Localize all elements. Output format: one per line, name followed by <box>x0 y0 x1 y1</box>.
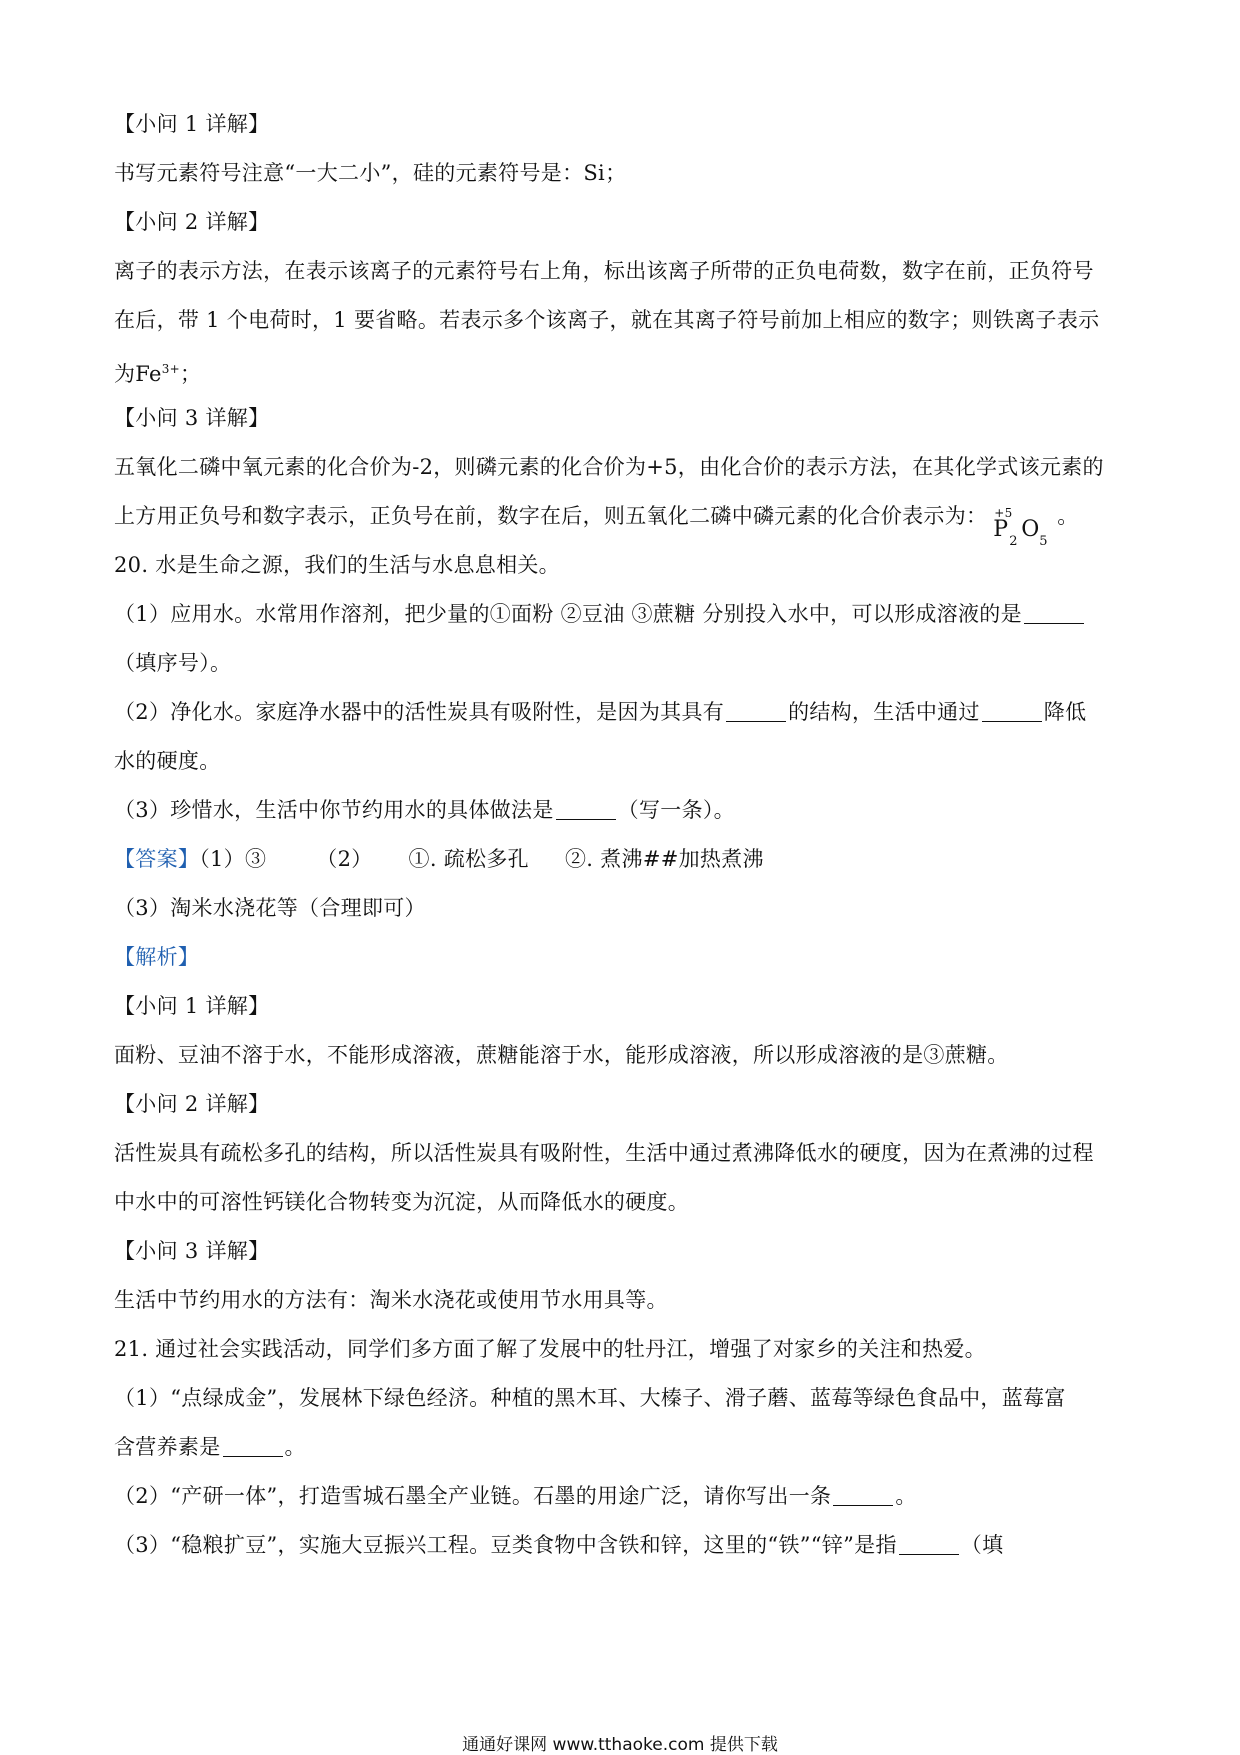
answer-blank <box>726 720 786 722</box>
q21-p2-text-b: 。 <box>895 1484 917 1508</box>
question-20-part-2-cont: 水的硬度。 <box>114 749 221 773</box>
question-21-title: 21. 通过社会实践活动，同学们多方面了解了发展中的牡丹江，增强了对家乡的关注和热爱。 <box>114 1337 986 1361</box>
valence-end: 。 <box>1057 504 1079 528</box>
paragraph-ion-notation-1: 离子的表示方法，在表示该离子的元素符号右上角，标出该离子所带的正负电荷数，数字在前，正负符号 <box>114 259 1094 283</box>
q21-p1-text-a: 含营养素是 <box>114 1435 221 1459</box>
analysis-sub-2-text-1: 活性炭具有疏松多孔的结构，所以活性炭具有吸附性，生活中通过煮沸降低水的硬度，因为在煮沸的过程 <box>114 1141 1094 1165</box>
valence-text: 上方用正负号和数字表示，正负号在前，数字在后，则五氧化二磷中磷元素的化合价表示为： <box>114 504 988 528</box>
question-20-part-1 <box>114 590 1124 639</box>
analysis-label: 【解析】 <box>114 945 200 969</box>
q20-p1-text: （1）应用水。水常用作溶剂，把少量的①面粉 ②豆油 ③蔗糖 分别投入水中，可以形成溶液的是 <box>114 602 1022 626</box>
fe-ion-end: ； <box>180 362 202 386</box>
answer-2-2: ②. 煮沸##加热煮沸 <box>564 847 764 871</box>
document-page <box>114 100 1124 1570</box>
formula-sub-2: 2 <box>1009 534 1018 549</box>
q20-p3-text-a: （3）珍惜水，生活中你节约用水的具体做法是 <box>114 798 554 822</box>
q20-p2-text-a: （2）净化水。家庭净水器中的活性炭具有吸附性，是因为其具有 <box>114 700 725 724</box>
q21-p3-text-b: （填 <box>960 1533 1004 1557</box>
answer-blank <box>833 1504 893 1506</box>
analysis-sub-3-heading: 【小问 3 详解】 <box>114 1239 270 1263</box>
paragraph-ion-notation-3 <box>114 345 1124 394</box>
question-21-part-1-cont <box>114 1423 1124 1472</box>
answer-blank <box>899 1553 959 1555</box>
answer-blank <box>223 1455 283 1457</box>
analysis-sub-1-heading: 【小问 1 详解】 <box>114 994 270 1018</box>
answer-2-label: （2） <box>316 847 373 871</box>
paragraph-si-symbol: 书写元素符号注意“一大二小”，硅的元素符号是：Si； <box>114 161 627 185</box>
q20-p2-text-b: 的结构，生活中通过 <box>788 700 980 724</box>
subquestion-2-heading: 【小问 2 详解】 <box>114 210 270 234</box>
fe-ion-charge: 3+ <box>161 362 181 376</box>
answer-blank <box>556 818 616 820</box>
paragraph-valence-1: 五氧化二磷中氧元素的化合价为-2，则磷元素的化合价为+5，由化合价的表示方法，在其化学式该元素的 <box>114 455 1104 479</box>
answer-blank <box>1024 622 1084 624</box>
subquestion-1-heading: 【小问 1 详解】 <box>114 112 270 136</box>
q20-p2-text-c: 降低 <box>1043 700 1087 724</box>
question-21-part-2 <box>114 1472 1124 1521</box>
formula-sub-5: 5 <box>1039 534 1048 549</box>
answer-blank <box>982 720 1042 722</box>
answer-label: 【答案】 <box>114 847 200 871</box>
analysis-sub-1-text: 面粉、豆油不溶于水，不能形成溶液，蔗糖能溶于水，能形成溶液，所以形成溶液的是③蔗糖。 <box>114 1043 1009 1067</box>
question-20-part-3 <box>114 786 1124 835</box>
answer-1: （1）③ <box>199 847 267 871</box>
analysis-sub-2-heading: 【小问 2 详解】 <box>114 1092 270 1116</box>
question-20-part-2 <box>114 688 1124 737</box>
subquestion-3-heading: 【小问 3 详解】 <box>114 406 270 430</box>
analysis-sub-3-text: 生活中节约用水的方法有：淘米水浇花或使用节水用具等。 <box>114 1288 668 1312</box>
q20-p3-text-b: （写一条）。 <box>617 798 735 822</box>
formula-charge: +5 <box>994 506 1013 520</box>
paragraph-ion-notation-2: 在后，带 1 个电荷时，1 要省略。若表示多个该离子，就在其离子符号前加上相应的数字；则铁离子表示 <box>114 308 1100 332</box>
analysis-sub-2-text-2: 中水中的可溶性钙镁化合物转变为沉淀，从而降低水的硬度。 <box>114 1190 690 1214</box>
question-21-part-3 <box>114 1521 1124 1570</box>
page-footer: 通通好课网 www.tthaoke.com 提供下载 <box>462 1735 778 1755</box>
answer-line-1 <box>114 835 1124 884</box>
formula-p: P <box>993 517 1009 542</box>
fe-ion-text: 为Fe <box>114 362 162 386</box>
q21-p2-text-a: （2）“产研一体”，打造雪城石墨全产业链。石墨的用途广泛，请你写出一条 <box>114 1484 832 1508</box>
answer-line-2: （3）淘米水浇花等（合理即可） <box>114 896 426 920</box>
question-20-title: 20. 水是生命之源，我们的生活与水息息相关。 <box>114 553 560 577</box>
answer-2-1: ①. 疏松多孔 <box>408 847 529 871</box>
q21-p1-text-b: 。 <box>284 1435 306 1459</box>
question-21-part-1: （1）“点绿成金”，发展林下绿色经济。种植的黑木耳、大榛子、滑子蘑、蓝莓等绿色食品中，蓝莓富 <box>114 1386 1066 1410</box>
question-20-part-1-cont: （填序号）。 <box>114 651 232 675</box>
p2o5-formula <box>993 499 1057 549</box>
paragraph-valence-2 <box>114 492 1124 549</box>
q21-p3-text-a: （3）“稳粮扩豆”，实施大豆振兴工程。豆类食物中含铁和锌，这里的“铁”“锌”是指 <box>114 1533 897 1557</box>
formula-o: O <box>1021 517 1040 542</box>
